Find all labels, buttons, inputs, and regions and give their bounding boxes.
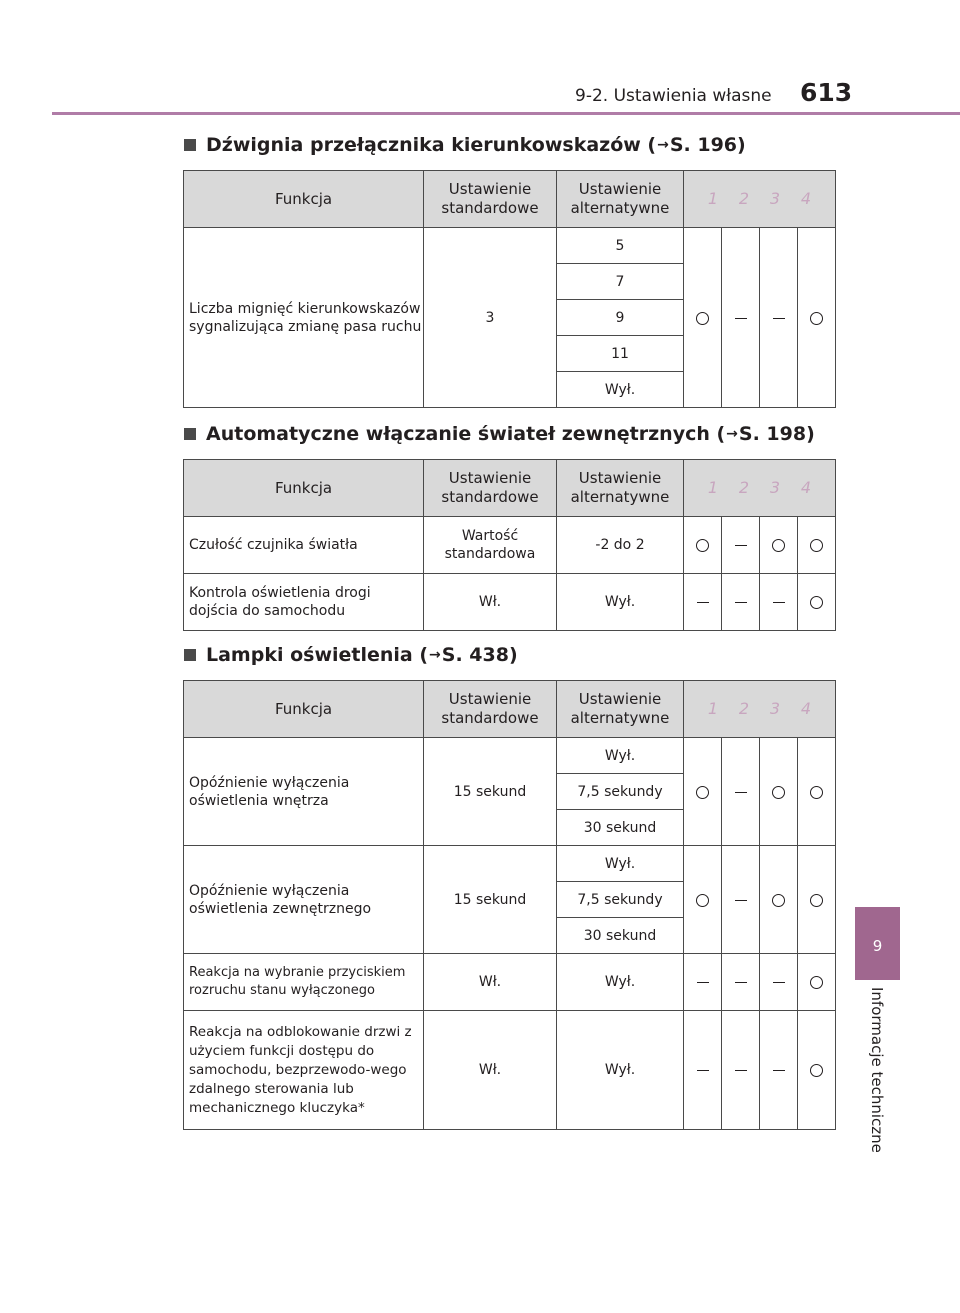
- mark-4: [798, 228, 836, 408]
- header-rule: [52, 112, 960, 115]
- table-cell-alternative: 30 sekund: [557, 810, 684, 846]
- mark-3: [760, 738, 798, 846]
- square-bullet-icon: [184, 428, 196, 440]
- mark-2: [722, 574, 760, 631]
- table-turn-signal: [183, 170, 836, 408]
- col-function: Funkcja: [184, 460, 424, 517]
- circle-mark-icon: [810, 312, 823, 325]
- arrow-right-icon: →: [429, 647, 441, 663]
- mark-1: [684, 738, 722, 846]
- table-cell-alternative: 7,5 sekundy: [557, 774, 684, 810]
- dash-mark-icon: [773, 982, 785, 983]
- col-alternative: Ustawienie alternatywne: [557, 681, 684, 738]
- mark-3: [760, 954, 798, 1011]
- circle-mark-icon: [696, 894, 709, 907]
- table-cell-alternative: 7,5 sekundy: [557, 882, 684, 918]
- circle-mark-icon: [772, 539, 785, 552]
- table-auto-lights: [183, 459, 836, 631]
- table-cell-alternative: Wył.: [557, 574, 684, 631]
- dash-mark-icon: [697, 1070, 709, 1071]
- mark-2: [722, 1011, 760, 1130]
- num-1: 1: [707, 188, 719, 208]
- circle-mark-icon: [810, 1064, 823, 1077]
- table-cell-function: Reakcja na wybranie przyciskiem rozruchu stanu wyłączonego: [184, 954, 424, 1011]
- table-cell-alternative: 9: [557, 300, 684, 336]
- table-cell-alternative: Wył.: [557, 738, 684, 774]
- num-4: 4: [800, 188, 812, 208]
- dash-mark-icon: [735, 792, 747, 793]
- square-bullet-icon: [184, 649, 196, 661]
- circle-mark-icon: [810, 596, 823, 609]
- num-4: 4: [800, 698, 812, 718]
- table-cell-function: Opóźnienie wyłączenia oświetlenia zewnętrznego: [184, 846, 424, 954]
- table-cell-standard: Wł.: [424, 954, 557, 1011]
- chapter-number: 9: [872, 937, 883, 955]
- table-cell-function: Kontrola oświetlenia drogi dojścia do samochodu: [184, 574, 424, 631]
- mark-4: [798, 1011, 836, 1130]
- circle-mark-icon: [696, 786, 709, 799]
- table-cell-alternative: Wył.: [557, 372, 684, 408]
- dash-mark-icon: [735, 900, 747, 901]
- circle-mark-icon: [810, 786, 823, 799]
- mark-2: [722, 517, 760, 574]
- col-standard: Ustawienie standardowe: [424, 681, 557, 738]
- table-cell-standard: 15 sekund: [424, 846, 557, 954]
- table-cell-alternative: 11: [557, 336, 684, 372]
- table-cell-function: Reakcja na odblokowanie drzwi z użyciem funkcji dostępu do samochodu, bezprzewodo-wego zdalnego sterowania lub mechanicznego kluczyka*: [184, 1011, 424, 1130]
- col-function: Funkcja: [184, 681, 424, 738]
- mark-4: [798, 574, 836, 631]
- square-bullet-icon: [184, 139, 196, 151]
- num-4: 4: [800, 477, 812, 497]
- section-title-turn-signal: [184, 134, 746, 156]
- circle-mark-icon: [810, 894, 823, 907]
- circle-mark-icon: [810, 539, 823, 552]
- section-ref: S. 196): [669, 134, 746, 156]
- num-3: 3: [769, 698, 781, 718]
- mark-1: [684, 1011, 722, 1130]
- page-number: 613: [800, 78, 853, 107]
- table-cell-alternative: 5: [557, 228, 684, 264]
- section-title-text: Lampki oświetlenia (: [206, 644, 429, 666]
- dash-mark-icon: [735, 1070, 747, 1071]
- table-cell-standard: Wł.: [424, 574, 557, 631]
- table-cell-standard: 15 sekund: [424, 738, 557, 846]
- col-numbers: [684, 171, 836, 228]
- col-alternative: Ustawienie alternatywne: [557, 460, 684, 517]
- dash-mark-icon: [773, 602, 785, 603]
- dash-mark-icon: [697, 982, 709, 983]
- num-3: 3: [769, 477, 781, 497]
- section-title-lamps: [184, 644, 518, 666]
- mark-3: [760, 574, 798, 631]
- num-1: 1: [707, 477, 719, 497]
- mark-2: [722, 846, 760, 954]
- col-numbers: [684, 681, 836, 738]
- circle-mark-icon: [696, 539, 709, 552]
- circle-mark-icon: [810, 976, 823, 989]
- section-title-auto-lights: [184, 423, 815, 445]
- table-cell-alternative: 30 sekund: [557, 918, 684, 954]
- col-standard: Ustawienie standardowe: [424, 171, 557, 228]
- section-ref: S. 438): [441, 644, 518, 666]
- mark-1: [684, 228, 722, 408]
- chapter-label: Informacje techniczne: [868, 987, 886, 1153]
- num-2: 2: [738, 698, 750, 718]
- col-alternative: Ustawienie alternatywne: [557, 171, 684, 228]
- mark-4: [798, 846, 836, 954]
- circle-mark-icon: [772, 894, 785, 907]
- mark-3: [760, 1011, 798, 1130]
- mark-1: [684, 517, 722, 574]
- dash-mark-icon: [697, 602, 709, 603]
- arrow-right-icon: →: [726, 426, 738, 442]
- chapter-tab: [855, 907, 900, 980]
- table-cell-alternative: Wył.: [557, 1011, 684, 1130]
- dash-mark-icon: [773, 1070, 785, 1071]
- mark-2: [722, 228, 760, 408]
- table-cell-function: Opóźnienie wyłączenia oświetlenia wnętrza: [184, 738, 424, 846]
- mark-2: [722, 738, 760, 846]
- mark-3: [760, 517, 798, 574]
- table-cell-alternative: Wył.: [557, 954, 684, 1011]
- mark-1: [684, 954, 722, 1011]
- mark-4: [798, 517, 836, 574]
- table-cell-alternative: 7: [557, 264, 684, 300]
- table-cell-standard: Wł.: [424, 1011, 557, 1130]
- arrow-right-icon: →: [657, 137, 669, 153]
- section-title-text: Automatyczne włączanie świateł zewnętrznych (: [206, 423, 726, 445]
- section-ref: S. 198): [738, 423, 815, 445]
- mark-1: [684, 574, 722, 631]
- section-title-text: Dźwignia przełącznika kierunkowskazów (: [206, 134, 657, 156]
- num-2: 2: [738, 188, 750, 208]
- dash-mark-icon: [735, 318, 747, 319]
- table-lamps: [183, 680, 836, 1130]
- col-function: Funkcja: [184, 171, 424, 228]
- num-3: 3: [769, 188, 781, 208]
- dash-mark-icon: [773, 318, 785, 319]
- running-header: 9-2. Ustawienia własne: [575, 86, 772, 106]
- dash-mark-icon: [735, 545, 747, 546]
- table-cell-alternative: -2 do 2: [557, 517, 684, 574]
- col-standard: Ustawienie standardowe: [424, 460, 557, 517]
- dash-mark-icon: [735, 602, 747, 603]
- num-2: 2: [738, 477, 750, 497]
- table-cell-standard: Wartość standardowa: [424, 517, 557, 574]
- mark-3: [760, 228, 798, 408]
- col-numbers: [684, 460, 836, 517]
- table-cell-function: Czułość czujnika światła: [184, 517, 424, 574]
- mark-2: [722, 954, 760, 1011]
- num-1: 1: [707, 698, 719, 718]
- dash-mark-icon: [735, 982, 747, 983]
- mark-1: [684, 846, 722, 954]
- table-cell-alternative: Wył.: [557, 846, 684, 882]
- mark-3: [760, 846, 798, 954]
- table-cell-standard: 3: [424, 228, 557, 408]
- mark-4: [798, 738, 836, 846]
- table-cell-function: Liczba mignięć kierunkowskazów sygnalizująca zmianę pasa ruchu: [184, 228, 424, 408]
- circle-mark-icon: [772, 786, 785, 799]
- circle-mark-icon: [696, 312, 709, 325]
- mark-4: [798, 954, 836, 1011]
